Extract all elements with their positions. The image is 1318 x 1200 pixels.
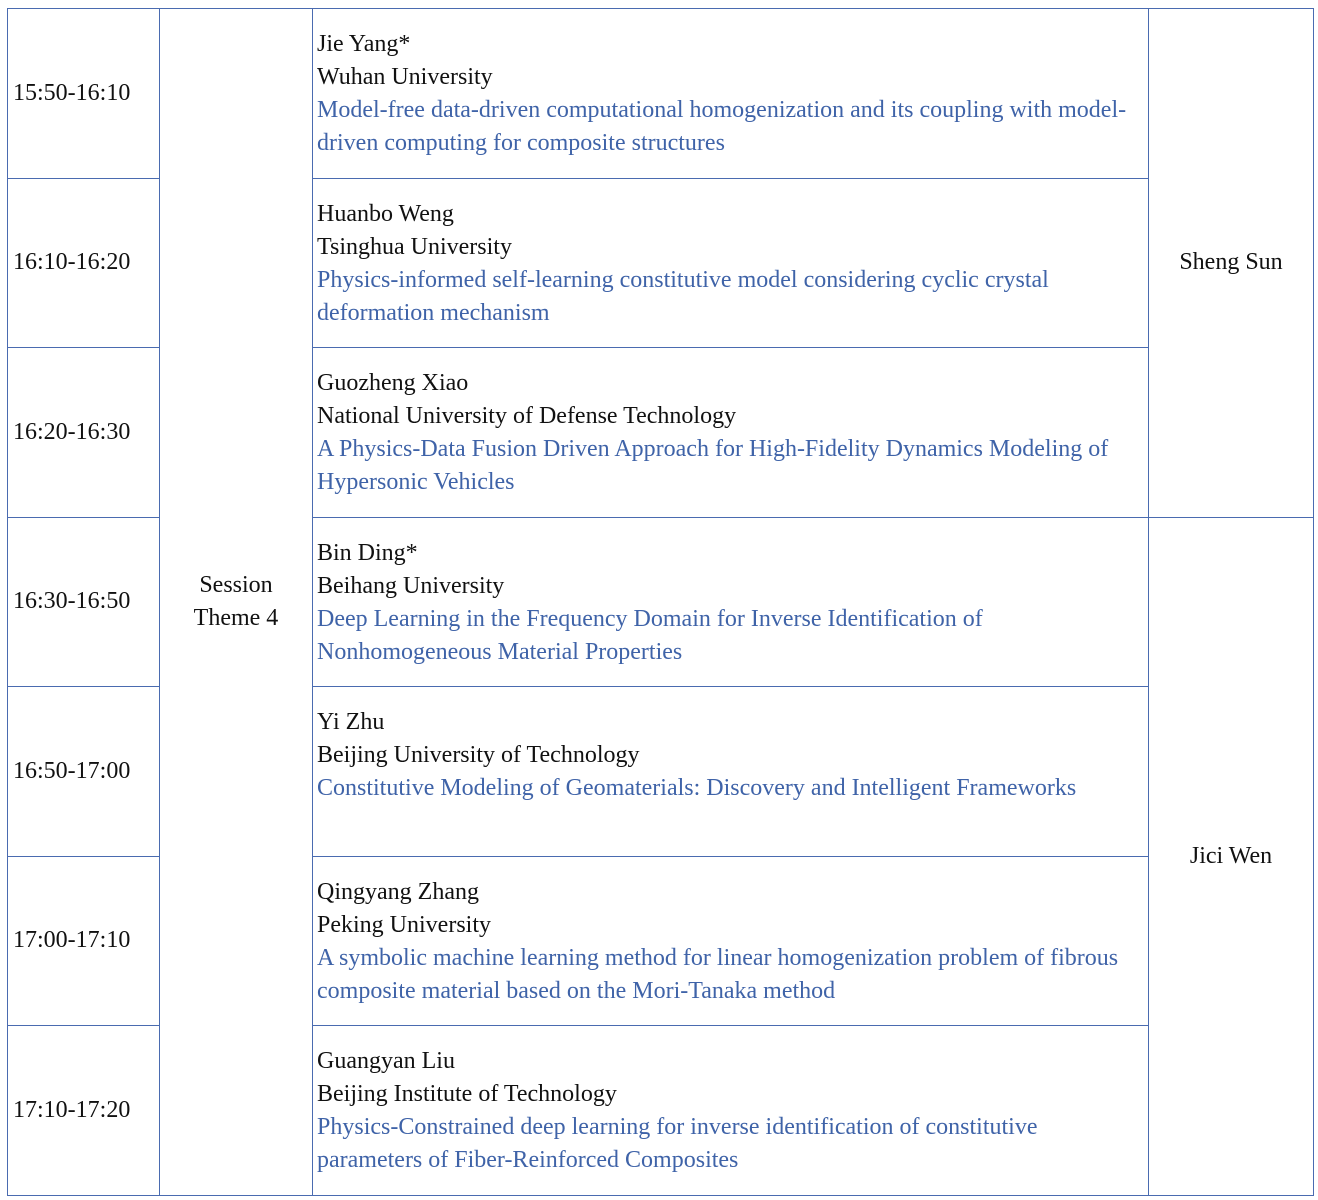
talk-cell (313, 687, 1149, 857)
time-slot: 17:00-17:10 (8, 856, 160, 1026)
speaker-name: Qingyang Zhang (317, 878, 479, 905)
speaker-name: Huanbo Weng (317, 200, 454, 227)
session-name-cell (160, 9, 313, 1196)
speaker-name: Yi Zhu (317, 709, 385, 735)
time-slot: 16:10-16:20 (8, 178, 160, 348)
speaker-affiliation: Wuhan University (317, 64, 493, 90)
talk-cell (313, 1026, 1149, 1196)
talk-cell (313, 178, 1149, 348)
talk-cell (313, 517, 1149, 687)
session-theme: Theme 4 (193, 604, 279, 631)
talk-title: Physics-Constrained deep learning for inverse identification of constitutive parameters of Fiber-Reinforced Composites (317, 1114, 1038, 1173)
speaker-affiliation: Beijing Institute of Technology (317, 1081, 617, 1107)
time-slot: 17:10-17:20 (8, 1026, 160, 1196)
speaker-name: Guangyan Liu (317, 1048, 455, 1074)
session-schedule-table (7, 8, 1314, 1196)
speaker-affiliation: Tsinghua University (317, 233, 512, 260)
session-chair: Jici Wen (1149, 517, 1314, 1195)
speaker-name: Bin Ding* (317, 539, 418, 566)
time-slot: 16:20-16:30 (8, 348, 160, 518)
session-chair: Sheng Sun (1149, 9, 1314, 518)
speaker-name: Jie Yang* (317, 31, 411, 57)
speaker-name: Guozheng Xiao (317, 370, 469, 396)
talk-cell (313, 856, 1149, 1026)
time-slot: 16:50-17:00 (8, 687, 160, 857)
talk-title: Constitutive Modeling of Geomaterials: Discovery and Intelligent Frameworks (317, 775, 1077, 801)
speaker-affiliation: National University of Defense Technology (317, 403, 737, 429)
speaker-affiliation: Peking University (317, 911, 491, 938)
talk-title: A Physics-Data Fusion Driven Approach for High-Fidelity Dynamics Modeling of Hypersonic Vehicles (317, 436, 1109, 495)
table-row (8, 9, 1314, 179)
session-label: Session (199, 571, 273, 598)
time-slot: 16:30-16:50 (8, 517, 160, 687)
talk-title: Deep Learning in the Frequency Domain for Inverse Identification of Nonhomogeneous Material Properties (317, 605, 983, 665)
speaker-affiliation: Beijing University of Technology (317, 742, 640, 768)
talk-title: A symbolic machine learning method for linear homogenization problem of fibrous composite material based on the Mori-Tanaka method (317, 944, 1119, 1004)
talk-cell (313, 9, 1149, 179)
talk-title: Model-free data-driven computational homogenization and its coupling with model-driven computing for composite structures (317, 97, 1127, 156)
speaker-affiliation: Beihang University (317, 572, 505, 599)
time-slot: 15:50-16:10 (8, 9, 160, 179)
talk-cell (313, 348, 1149, 518)
talk-title: Physics-informed self-learning constitutive model considering cyclic crystal deformation mechanism (317, 266, 1049, 326)
